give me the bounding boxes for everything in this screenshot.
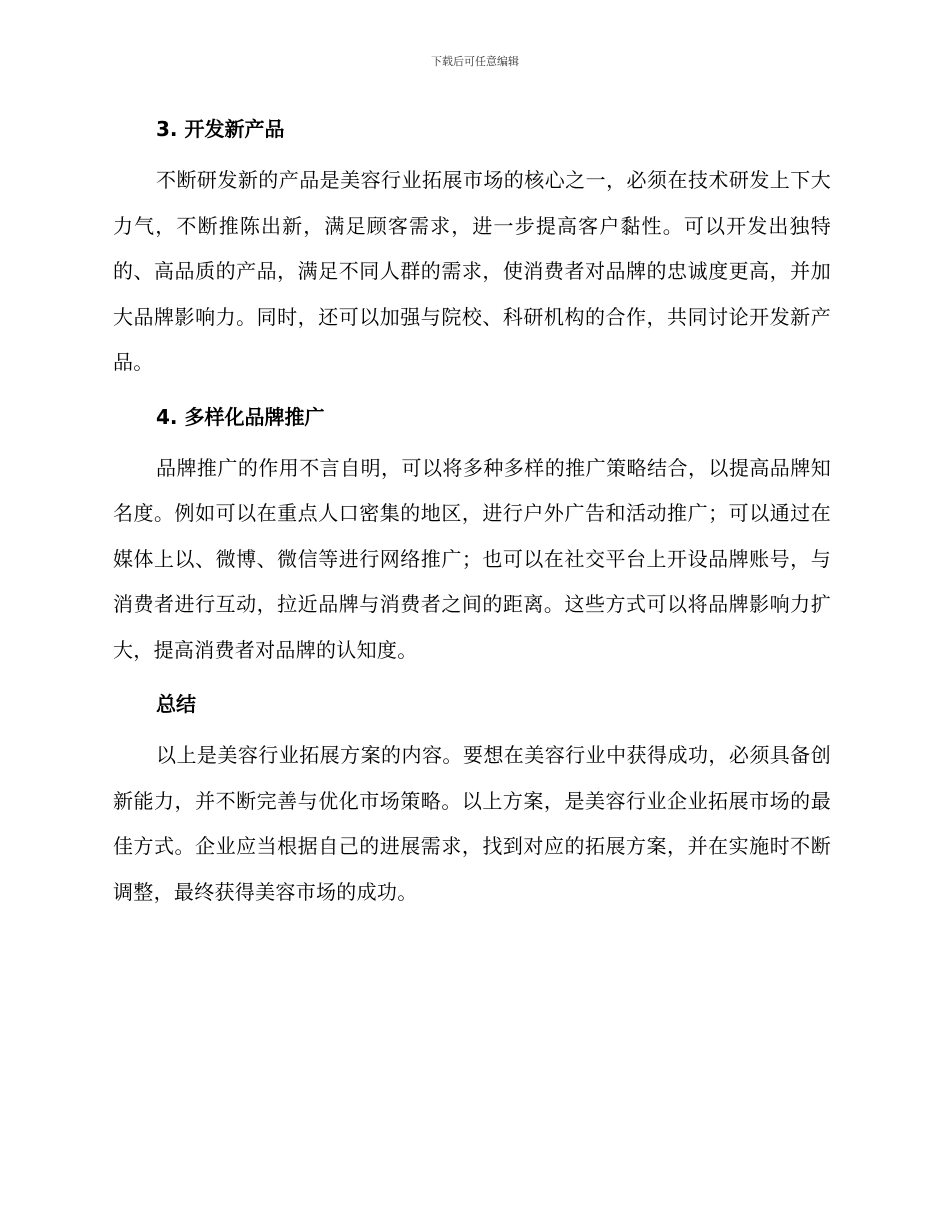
- section-heading: 4. 多样化品牌推广: [156, 404, 325, 429]
- section-brand-promotion: [113, 400, 831, 674]
- section-heading: 3. 开发新产品: [156, 117, 285, 141]
- section-paragraph: 品牌推广的作用不言自明，可以将多种多样的推广策略结合，以提高品牌知名度。例如可以在重点人口密集的地区，进行户外广告和活动推广；可以通过在媒体上以、微博、微信等进行网络推广；也可以在社交平台上开设品牌账号，与消费者进行互动，拉近品牌与消费者之间的距离。这些方式可以将品牌影响力扩大，提高消费者对品牌的认知度。: [113, 455, 831, 662]
- section-heading: 总结: [156, 692, 196, 716]
- section-develop-new-products: [113, 112, 831, 386]
- section-summary: [113, 687, 831, 915]
- section-paragraph: 不断研发新的产品是美容行业拓展市场的核心之一，必须在技术研发上下大力气，不断推陈出新，满足顾客需求，进一步提高客户黏性。可以开发出独特的、高品质的产品，满足不同人群的需求，使消费者对品牌的忠诚度更高，并加大品牌影响力。同时，还可以加强与院校、科研机构的合作，共同讨论开发新产品。: [113, 168, 831, 374]
- page-header: 下载后可任意编辑: [431, 55, 519, 68]
- document-body: [113, 112, 831, 929]
- section-paragraph: 以上是美容行业拓展方案的内容。要想在美容行业中获得成功，必须具备创新能力，并不断完善与优化市场策略。以上方案，是美容行业企业拓展市场的最佳方式。企业应当根据自己的进展需求，找到对应的拓展方案，并在实施时不断调整，最终获得美容市场的成功。: [113, 743, 831, 904]
